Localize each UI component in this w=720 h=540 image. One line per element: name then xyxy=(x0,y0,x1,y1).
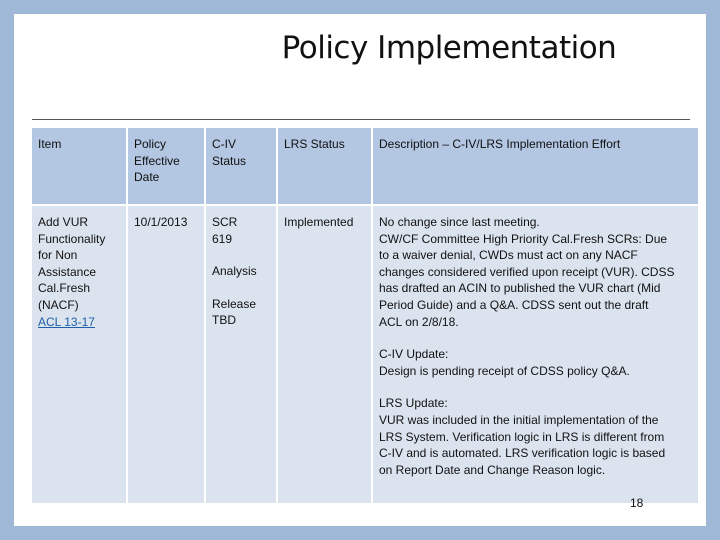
slide xyxy=(14,14,706,526)
title-divider xyxy=(32,119,690,120)
cell-civ-status: SCR 619 Analysis Release TBD xyxy=(206,206,276,503)
header-effective-date: Policy Effective Date xyxy=(128,128,204,204)
cell-effective-date: 10/1/2013 xyxy=(128,206,204,503)
header-lrs-status: LRS Status xyxy=(278,128,371,204)
header-item: Item xyxy=(32,128,126,204)
cell-lrs-status: Implemented xyxy=(278,206,371,503)
page-number: 18 xyxy=(630,496,644,510)
table-row xyxy=(32,206,698,503)
slide-title: Policy Implementation xyxy=(281,30,617,66)
policy-table xyxy=(30,126,700,505)
header-description: Description – C-IV/LRS Implementation Effort xyxy=(373,128,698,204)
cell-description: No change since last meeting. CW/CF Committee High Priority Cal.Fresh SCRs: Due to a waiver denial, CWDs must act on any NACF changes considered verified upon receipt (VUR). CDSS has drafted an ACIN to published the VUR chart (Mid Period Guide) and a Q&A. CDSS sent out the draft ACL on 2/8/18. C-IV Update: Design is pending receipt of CDSS policy Q&A. LRS Update: VUR was included in the initial implementation of the LRS System. Verification logic in LRS is different from C-IV and is automated. LRS verification logic is based on Report Date and Change Reason logic. xyxy=(373,206,698,503)
header-civ-status: C-IV Status xyxy=(206,128,276,204)
acl-link[interactable]: ACL 13-17 xyxy=(38,314,95,329)
table-header-row xyxy=(32,128,698,204)
cell-item: Add VUR Functionality for Non Assistance Cal.Fresh (NACF) ACL 13-17 xyxy=(32,206,126,503)
